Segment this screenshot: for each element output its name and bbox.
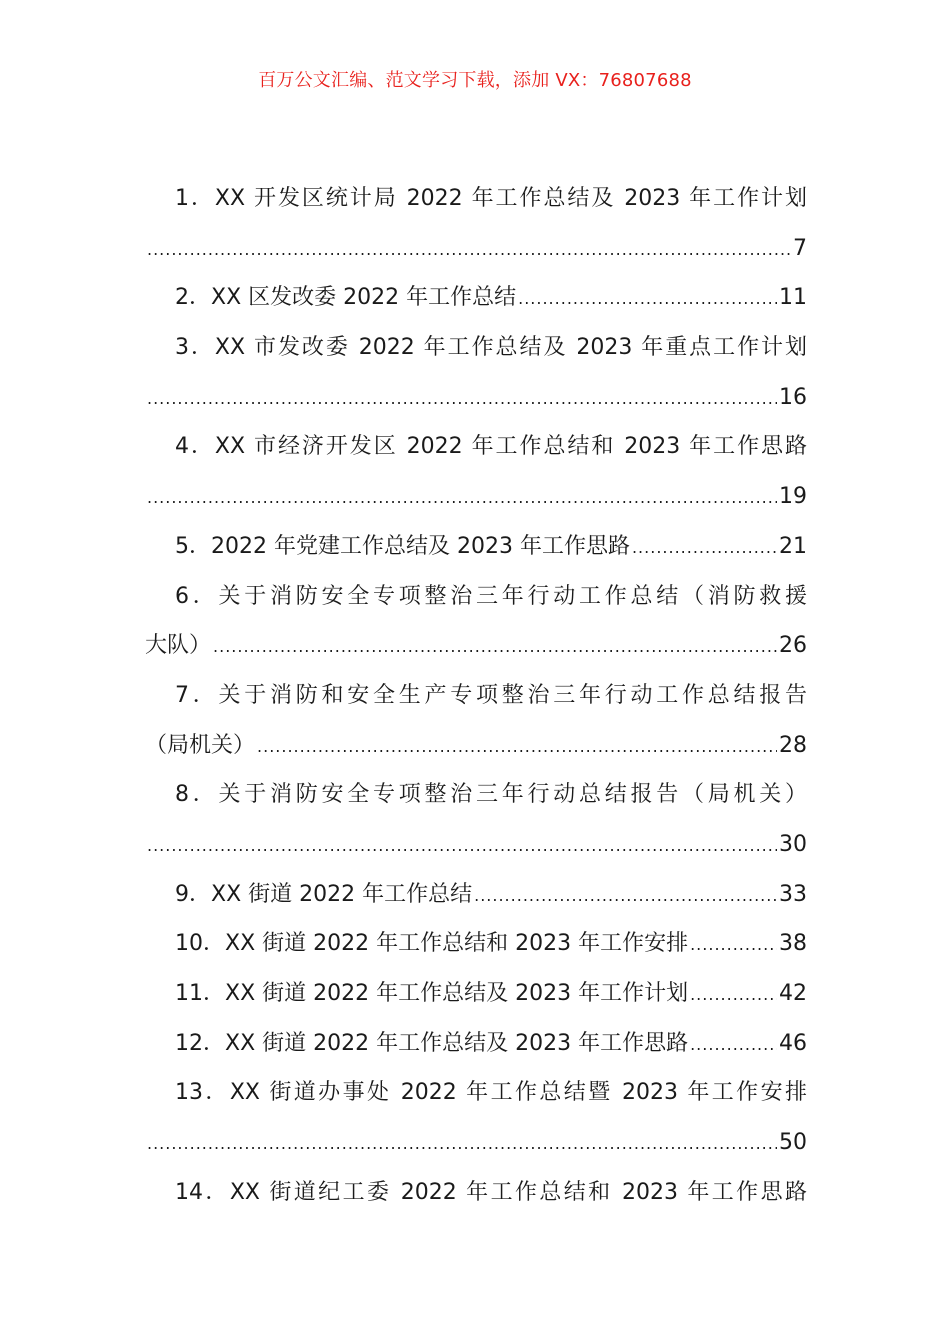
toc-entry-13-title[interactable] (145, 1068, 807, 1118)
toc-entry-6-leader[interactable] (145, 621, 807, 671)
toc-entry-7-title[interactable] (145, 671, 807, 721)
toc-entry-6-title[interactable] (145, 572, 807, 622)
toc-entry-number: 11． (175, 981, 225, 1006)
toc-entry-title: 关于消防和安全生产专项整治三年行动工作总结报告 (218, 682, 807, 708)
toc-entry-14-title[interactable] (145, 1168, 807, 1218)
toc-entry-title: 关于消防安全专项整治三年行动总结报告（局机关） (218, 782, 807, 808)
toc-entry-title: 2022 年党建工作总结及 2023 年工作思路 (211, 533, 630, 559)
dot-leader (213, 622, 777, 671)
toc-entry-title-cont: 大队） (145, 633, 212, 659)
dot-leader (474, 871, 777, 920)
toc-entry-9[interactable] (145, 870, 807, 920)
dot-leader (147, 473, 777, 522)
toc-entry-7-leader[interactable] (145, 721, 807, 771)
toc-entry-number: 8． (175, 782, 219, 808)
toc-entry-8-title[interactable] (145, 770, 807, 820)
toc-entry-4-leader[interactable] (145, 472, 807, 522)
toc-entry-title: XX 街道 2022 年工作总结及 2023 年工作计划 (225, 981, 689, 1006)
toc-entry-page: 33 (779, 881, 807, 907)
toc-entry-page: 30 (779, 831, 807, 857)
toc-entry-12[interactable] (145, 1019, 807, 1069)
toc-entry-8-leader[interactable] (145, 820, 807, 870)
toc-entry-number: 1． (175, 186, 215, 211)
toc-entry-number: 9． (175, 881, 211, 907)
toc-entry-number: 5． (175, 533, 211, 559)
dot-leader (147, 821, 777, 870)
toc-entry-page: 7 (793, 235, 807, 261)
toc-entry-1-leader[interactable] (145, 224, 807, 274)
dot-leader (632, 523, 777, 572)
toc-entry-3-title[interactable] (145, 323, 807, 373)
toc-entry-11[interactable] (145, 969, 807, 1019)
toc-entry-number: 4． (175, 434, 215, 460)
toc-entry-title: XX 街道办事处 2022 年工作总结暨 2023 年工作安排 (229, 1080, 807, 1106)
toc-entry-number: 6． (175, 583, 219, 609)
toc-entry-number: 12． (175, 1030, 225, 1056)
toc-entry-2[interactable] (145, 273, 807, 323)
toc-entry-title: XX 区发改委 2022 年工作总结 (211, 285, 517, 311)
toc-entry-title: XX 街道 2022 年工作总结 (211, 881, 473, 907)
toc-entry-page: 11 (779, 285, 807, 311)
toc-entry-title-cont: （局机关） (145, 732, 256, 758)
dot-leader (147, 1119, 777, 1168)
toc-entry-number: 3． (175, 335, 215, 361)
toc-entry-1-title[interactable] (145, 174, 807, 224)
toc-entry-number: 7． (175, 682, 219, 708)
toc-entry-4-title[interactable] (145, 422, 807, 472)
table-of-contents (145, 174, 807, 1217)
dot-leader (147, 225, 791, 274)
toc-entry-title: XX 街道纪工委 2022 年工作总结和 2023 年工作思路 (229, 1179, 807, 1205)
toc-entry-3-leader[interactable] (145, 373, 807, 423)
toc-entry-page: 21 (779, 533, 807, 559)
toc-entry-page: 19 (779, 484, 807, 510)
toc-entry-title: XX 开发区统计局 2022 年工作总结及 2023 年工作计划 (214, 186, 807, 211)
toc-entry-page: 26 (779, 633, 807, 659)
toc-entry-10[interactable] (145, 919, 807, 969)
dot-leader (518, 274, 777, 323)
dot-leader (147, 374, 777, 423)
toc-entry-number: 10． (175, 931, 225, 957)
toc-entry-page: 28 (779, 732, 807, 758)
toc-entry-page: 50 (779, 1130, 807, 1156)
toc-entry-title: 关于消防安全专项整治三年行动工作总结（消防救援 (218, 583, 807, 609)
toc-entry-page: 42 (779, 981, 807, 1006)
toc-entry-title: XX 市发改委 2022 年工作总结及 2023 年重点工作计划 (214, 335, 807, 361)
document-header-watermark: 百万公文汇编、范文学习下载，添加 VX：76807688 (258, 70, 692, 91)
dot-leader (257, 722, 777, 771)
dot-leader (690, 1020, 777, 1069)
toc-entry-title: XX 市经济开发区 2022 年工作总结和 2023 年工作思路 (214, 434, 807, 460)
toc-entry-page: 46 (779, 1030, 807, 1056)
toc-entry-title: XX 街道 2022 年工作总结和 2023 年工作安排 (225, 931, 689, 957)
toc-entry-number: 14． (175, 1179, 230, 1205)
toc-entry-page: 16 (779, 384, 807, 410)
toc-entry-title: XX 街道 2022 年工作总结及 2023 年工作思路 (225, 1030, 689, 1056)
dot-leader (690, 920, 777, 969)
toc-entry-number: 2． (175, 285, 211, 311)
toc-entry-number: 13． (175, 1080, 230, 1106)
toc-entry-13-leader[interactable] (145, 1118, 807, 1168)
toc-entry-page: 38 (779, 931, 807, 957)
toc-entry-5[interactable] (145, 522, 807, 572)
dot-leader (690, 970, 777, 1019)
